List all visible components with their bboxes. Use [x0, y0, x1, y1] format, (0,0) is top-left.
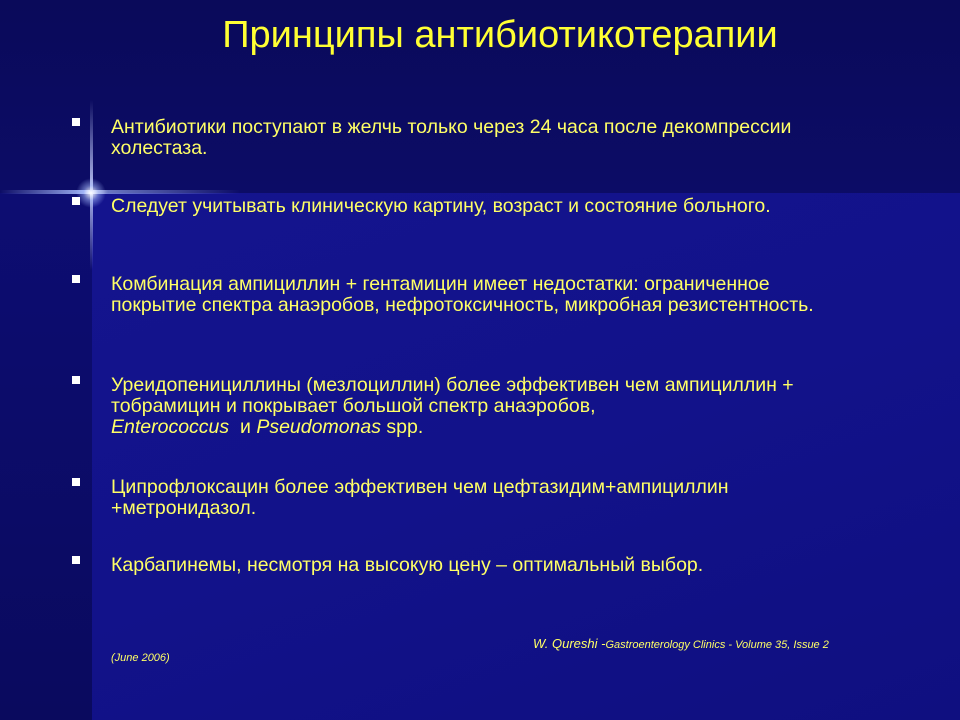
slide-title: Принципы антибиотикотерапии [222, 14, 778, 56]
reference-source: Gastroenterology Clinics - Volume 35, Issue 2 [605, 639, 829, 651]
bullet-text-mid: и [229, 416, 257, 438]
bullet-text: Следует учитывать клиническую картину, возраст и состояние больного. [111, 195, 771, 217]
bullet-square-icon [72, 376, 80, 384]
bullet-text: Карбапинемы, несмотря на высокую цену – оптимальный выбор. [111, 554, 704, 576]
bullet-text: Комбинация ампициллин + гентамицин имеет недостатки: ограниченное покрытие спектра анаэробов, нефротоксичность, микробная резистентность. [111, 273, 814, 316]
light-flare-horizontal [0, 190, 240, 194]
bullet-square-icon [72, 556, 80, 564]
bullet-text-italic: Enterococcus [111, 416, 230, 438]
bullet-text [111, 375, 891, 438]
bullet-text-tail: spp. [380, 416, 424, 438]
light-flare-center [76, 178, 106, 208]
bullet-text: Антибиотики поступают в желчь только через 24 часа после декомпрессии холестаза. [111, 116, 792, 159]
bullet-square-icon [72, 197, 80, 205]
bullet-square-icon [72, 478, 80, 486]
reference-citation [533, 636, 829, 651]
bullet-text: Ципрофлоксацин более эффективен чем цефтазидим+ампициллин +метронидазол. [111, 476, 729, 519]
left-background-strip [0, 193, 92, 720]
bullet-text-italic: Pseudomonas [256, 416, 381, 438]
reference-author: W. Qureshi - [533, 636, 606, 651]
bullet-square-icon [72, 275, 80, 283]
bullet-text-main: Уреидопенициллины (мезлоциллин) более эффективен чем ампициллин + тобрамицин и покрывает большой спектр анаэробов, [111, 374, 794, 417]
bullet-square-icon [72, 118, 80, 126]
reference-date: (June 2006) [111, 652, 170, 664]
